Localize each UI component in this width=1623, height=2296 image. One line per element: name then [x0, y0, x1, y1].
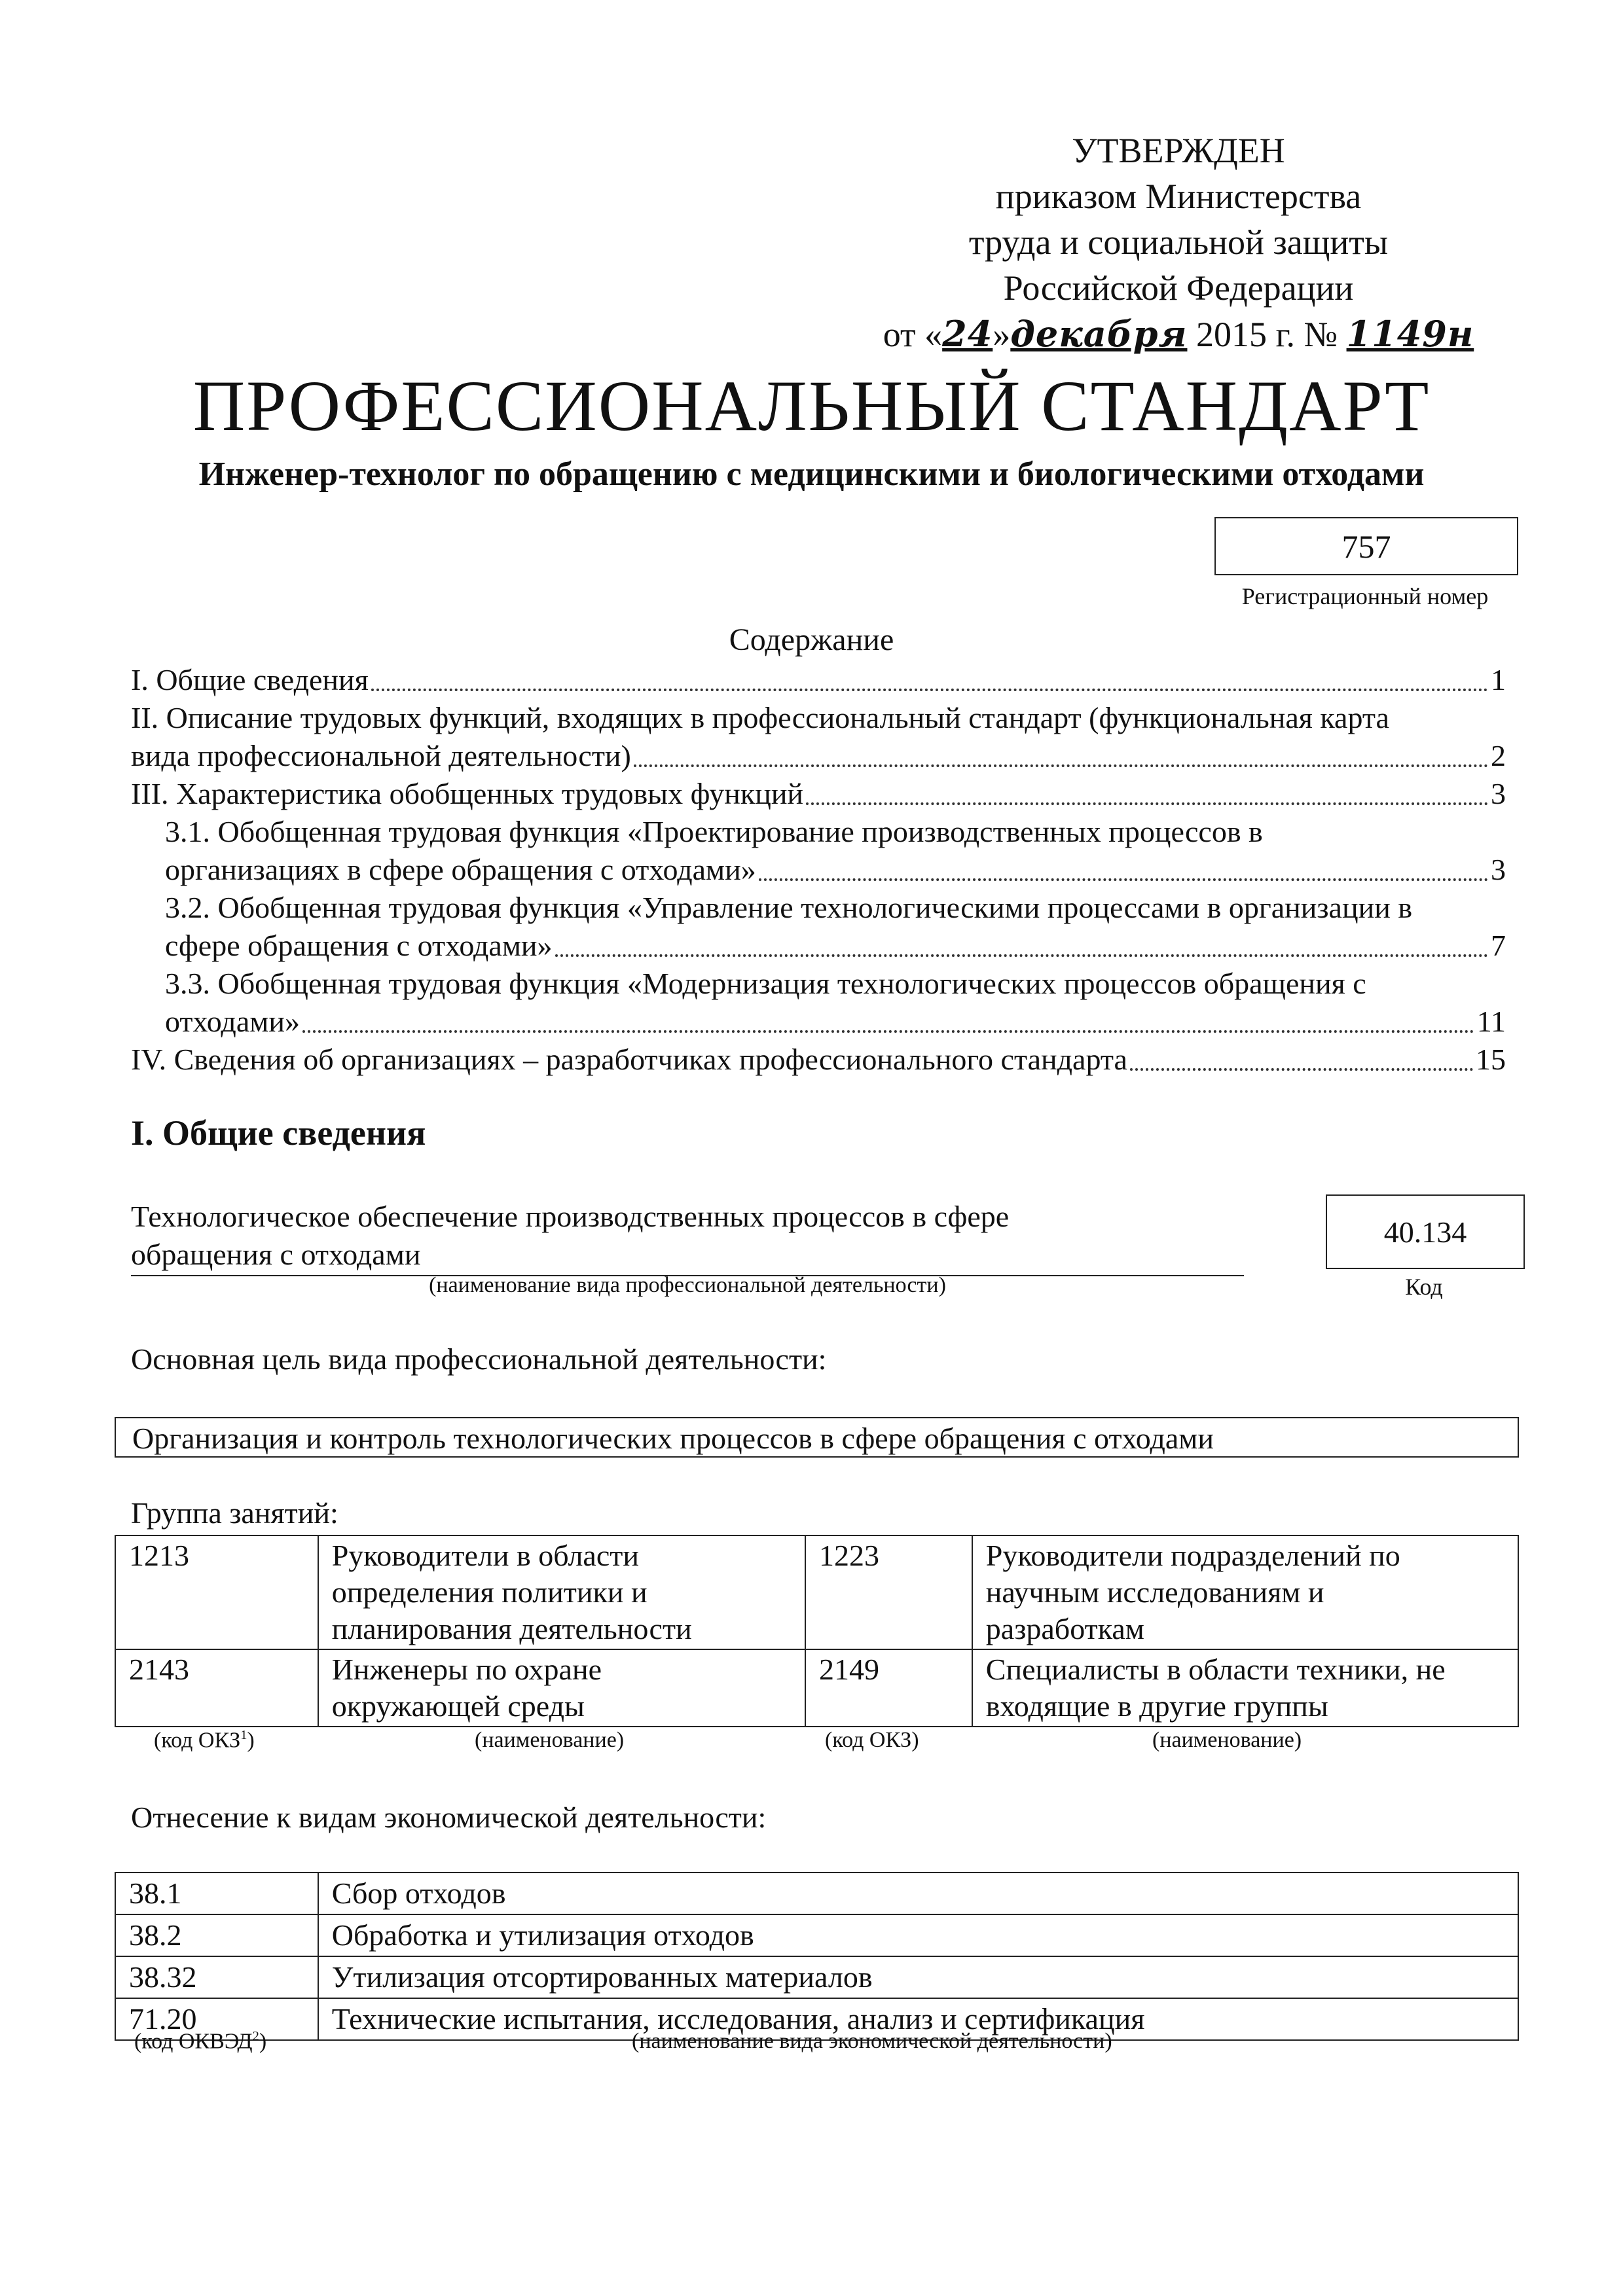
- okved-name: Утилизация отсортированных материалов: [318, 1956, 1518, 1998]
- handwritten-order-number: 1149н: [1346, 313, 1474, 355]
- okved-code: 38.32: [115, 1956, 318, 1998]
- toc-item-text-cont: сфере обращения с отходами»: [165, 929, 553, 962]
- toc-item-3-2[interactable]: [131, 889, 1506, 965]
- okved-name: Технические испытания, исследования, анализ и сертификация: [318, 1998, 1518, 2040]
- toc-item-text: II. Описание трудовых функций, входящих в профессиональный стандарт (функциональная карта: [131, 701, 1389, 734]
- toc-item-2[interactable]: [131, 699, 1506, 775]
- occupation-group-label: Группа занятий:: [131, 1496, 338, 1530]
- toc-item-text-cont: отходами»: [165, 1005, 300, 1038]
- section-heading: I. Общие сведения: [131, 1113, 426, 1153]
- toc-item-page: 1: [1491, 663, 1506, 696]
- table-row: [115, 1914, 1518, 1956]
- toc-item-1[interactable]: [131, 661, 1506, 699]
- okz-code: 2149: [805, 1649, 972, 1727]
- approval-line-1: УТВЕРЖДЕН: [1072, 131, 1285, 170]
- okved-name: Сбор отходов: [318, 1873, 1518, 1914]
- okved-code: 71.20: [115, 1998, 318, 2040]
- table-row: [115, 1873, 1518, 1914]
- activity-code: 40.134: [1383, 1215, 1467, 1249]
- date-prefix: от «: [883, 315, 943, 354]
- approval-line-3: труда и социальной защиты: [968, 223, 1389, 262]
- toc-item-text: III. Характеристика обобщенных трудовых функций: [131, 777, 804, 810]
- toc-item-text: I. Общие сведения: [131, 663, 369, 696]
- activity-line-2: обращения с отходами: [131, 1238, 421, 1271]
- activity-caption: (наименование вида профессиональной деятельности): [429, 1273, 946, 1297]
- caption-okved-name: (наименование вида экономической деятельности): [632, 2029, 1112, 2053]
- table-of-contents: [131, 661, 1506, 1079]
- toc-item-3[interactable]: [131, 775, 1506, 813]
- activity-code-box: [1326, 1194, 1525, 1269]
- goal-box: Организация и контроль технологических процессов в сфере обращения с отходами: [115, 1417, 1519, 1458]
- occupation-name: Руководители в области определения политики и планирования деятельности: [318, 1535, 805, 1649]
- occupation-name: Инженеры по охране окружающей среды: [318, 1649, 805, 1727]
- approval-block: [851, 128, 1506, 357]
- table-row: [115, 1535, 1518, 1649]
- table-row: [115, 1649, 1518, 1727]
- activity-line-1: Технологическое обеспечение производственных процессов в сфере: [131, 1200, 1010, 1233]
- toc-heading: Содержание: [729, 622, 894, 657]
- occupation-table: [115, 1535, 1519, 1727]
- toc-item-text: IV. Сведения об организациях – разработчиках профессионального стандарта: [131, 1043, 1127, 1076]
- approval-line-2: приказом Министерства: [995, 177, 1362, 216]
- registration-number: 757: [1341, 528, 1391, 565]
- okved-name: Обработка и утилизация отходов: [318, 1914, 1518, 1956]
- toc-item-3-3[interactable]: [131, 965, 1506, 1041]
- registration-caption: Регистрационный номер: [1241, 583, 1489, 609]
- caption-okved-code: (код ОКВЭД$^2$): [134, 2029, 267, 2054]
- toc-item-page: 11: [1476, 1005, 1506, 1038]
- caption-name-2: (наименование): [1152, 1728, 1302, 1752]
- occupation-name: Специалисты в области техники, не входящие в другие группы: [972, 1649, 1518, 1727]
- approval-line-4: Российской Федерации: [1003, 268, 1354, 308]
- caption-name: (наименование): [475, 1728, 625, 1752]
- toc-item-3-1[interactable]: [131, 813, 1506, 889]
- document-title: ПРОФЕССИОНАЛЬНЫЙ СТАНДАРТ: [192, 366, 1431, 446]
- code-caption: Код: [1405, 1274, 1443, 1300]
- okz-code: 1213: [115, 1535, 318, 1649]
- document-subtitle: Инженер-технолог по обращению с медицинскими и биологическими отходами: [198, 456, 1425, 493]
- occupation-name: Руководители подразделений по научным исследованиям и разработкам: [972, 1535, 1518, 1649]
- date-year: 2015 г. №: [1195, 315, 1338, 354]
- toc-item-page: 3: [1491, 777, 1506, 810]
- okved-code: 38.2: [115, 1914, 318, 1956]
- okved-code: 38.1: [115, 1873, 318, 1914]
- approval-date-line: [851, 311, 1506, 357]
- caption-okz-code: (код ОКЗ$^1$): [154, 1728, 255, 1753]
- toc-item-page: 15: [1476, 1043, 1506, 1076]
- date-sep: »: [993, 315, 1011, 354]
- activity-name: [131, 1198, 1244, 1276]
- goal-label: Основная цель вида профессиональной деятельности:: [131, 1342, 827, 1376]
- caption-okz-code-2: (код ОКЗ): [825, 1728, 919, 1752]
- toc-item-text: 3.1. Обобщенная трудовая функция «Проектирование производственных процессов в: [165, 815, 1263, 848]
- toc-item-text-cont: организациях в сфере обращения с отходами»: [165, 853, 756, 886]
- okz-code: 1223: [805, 1535, 972, 1649]
- toc-item-page: 3: [1491, 853, 1506, 886]
- toc-item-page: 2: [1491, 739, 1506, 772]
- toc-item-page: 7: [1491, 929, 1506, 962]
- table-row: [115, 1956, 1518, 1998]
- toc-item-text: 3.3. Обобщенная трудовая функция «Модернизация технологических процессов обращения с: [165, 967, 1366, 1000]
- toc-item-text: 3.2. Обобщенная трудовая функция «Управление технологическими процессами в организации в: [165, 891, 1413, 924]
- economic-activity-table: [115, 1872, 1519, 2041]
- okz-code: 2143: [115, 1649, 318, 1727]
- toc-item-4[interactable]: [131, 1041, 1506, 1079]
- economic-activity-label: Отнесение к видам экономической деятельности:: [131, 1801, 767, 1834]
- handwritten-day: 24: [942, 313, 993, 355]
- handwritten-month: декабря: [1010, 313, 1188, 355]
- registration-number-box: [1214, 517, 1518, 575]
- toc-item-text-cont: вида профессиональной деятельности): [131, 739, 631, 772]
